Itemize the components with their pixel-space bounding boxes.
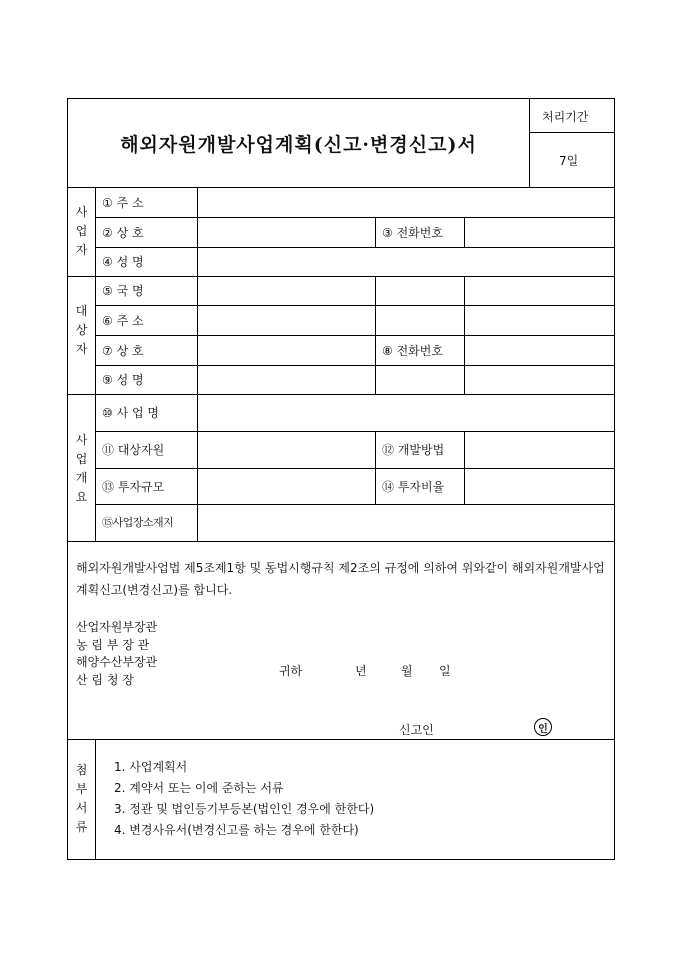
divider xyxy=(95,431,615,432)
trade-name-field[interactable] xyxy=(199,219,373,246)
divider xyxy=(68,541,615,542)
field-label-name: ④ 성 명 xyxy=(102,255,144,269)
divider xyxy=(95,468,615,469)
investment-scale-field[interactable] xyxy=(199,470,373,503)
divider xyxy=(464,431,465,504)
field-label-phone: ③ 전화번호 xyxy=(382,226,443,240)
field-label-address: ⑥ 주 소 xyxy=(102,314,144,328)
field-label-investment-scale: ⑬ 투자규모 xyxy=(102,480,165,494)
divider xyxy=(95,187,96,541)
investment-ratio-field[interactable] xyxy=(466,470,613,503)
divider xyxy=(197,187,198,541)
target-phone-field[interactable] xyxy=(466,337,613,364)
applicant-label: 신고인 xyxy=(399,723,434,737)
divider xyxy=(95,365,615,366)
declaration-text: 해외자원개발사업법 제5조제1항 및 동법시행규칙 제2조의 규정에 의하여 위와같이 해외자원개발사업계획신고(변경신고)를 합니다. xyxy=(76,561,605,597)
project-name-field[interactable] xyxy=(199,396,613,430)
field-label-target-resource: ⑪ 대상자원 xyxy=(102,443,165,457)
field-label-trade-name: ② 상 호 xyxy=(102,226,144,240)
divider xyxy=(375,431,376,504)
divider xyxy=(464,276,465,394)
addressee-list: 산업자원부장관 농 림 부 장 관 해양수산부장관 산 림 청 장 xyxy=(76,620,158,687)
signature-area[interactable] xyxy=(434,718,554,738)
divider xyxy=(95,739,96,860)
section-label-overview: 사 업 개 요 xyxy=(75,433,88,504)
processing-period-label: 처리기간 xyxy=(542,110,589,124)
section-label-operator: 사 업 자 xyxy=(75,205,88,257)
divider xyxy=(68,739,615,740)
divider xyxy=(95,247,615,248)
development-method-field[interactable] xyxy=(466,433,613,467)
country-field[interactable] xyxy=(199,278,373,304)
month-label: 월 xyxy=(401,664,413,678)
name-field[interactable] xyxy=(199,249,613,275)
divider xyxy=(95,504,615,505)
divider xyxy=(375,276,376,394)
divider xyxy=(68,394,615,395)
target-trade-name-field[interactable] xyxy=(199,337,373,364)
section-label-target: 대 상 자 xyxy=(75,304,88,356)
attachment-list: 1. 사업계획서 2. 계약서 또는 이에 준하는 서류 3. 정관 및 법인등기부등본(법인인 경우에 한한다) 4. 변경사유서(변경신고를 하는 경우에 한한다) xyxy=(114,760,375,837)
field-label-phone: ⑧ 전화번호 xyxy=(382,344,443,358)
field-label-name: ⑨ 성 명 xyxy=(102,373,144,387)
field-label-investment-ratio: ⑭ 투자비율 xyxy=(382,480,445,494)
divider xyxy=(95,305,615,306)
divider xyxy=(529,99,530,187)
form-title: 해외자원개발사업계획(신고·변경신고)서 xyxy=(120,133,477,156)
day-label: 일 xyxy=(439,664,451,678)
honorific: 귀하 xyxy=(279,664,303,678)
divider xyxy=(375,217,376,247)
target-name-field[interactable] xyxy=(199,367,373,393)
processing-period-value: 7일 xyxy=(559,154,579,168)
divider xyxy=(68,187,615,188)
field-label-address: ① 주 소 xyxy=(102,196,144,210)
divider xyxy=(529,132,615,133)
divider xyxy=(95,217,615,218)
section-label-attachments: 첨 부 서 류 xyxy=(75,763,88,834)
target-address-field[interactable] xyxy=(199,307,373,334)
seal-label: 인 xyxy=(538,723,548,735)
address-field[interactable] xyxy=(199,189,613,216)
phone-field[interactable] xyxy=(466,219,613,246)
divider xyxy=(68,276,615,277)
project-location-field[interactable] xyxy=(199,506,613,540)
field-label-country: ⑤ 국 명 xyxy=(102,284,144,298)
application-form xyxy=(67,98,615,860)
field-label-project-name: ⑩ 사 업 명 xyxy=(102,406,159,420)
field-label-development-method: ⑫ 개발방법 xyxy=(382,443,445,457)
field-label-trade-name: ⑦ 상 호 xyxy=(102,344,144,358)
divider xyxy=(95,335,615,336)
target-resource-field[interactable] xyxy=(199,433,373,467)
field-label-project-location: ⑮사업장소재지 xyxy=(102,516,174,529)
year-label: 년 xyxy=(355,664,367,678)
divider xyxy=(464,217,465,247)
